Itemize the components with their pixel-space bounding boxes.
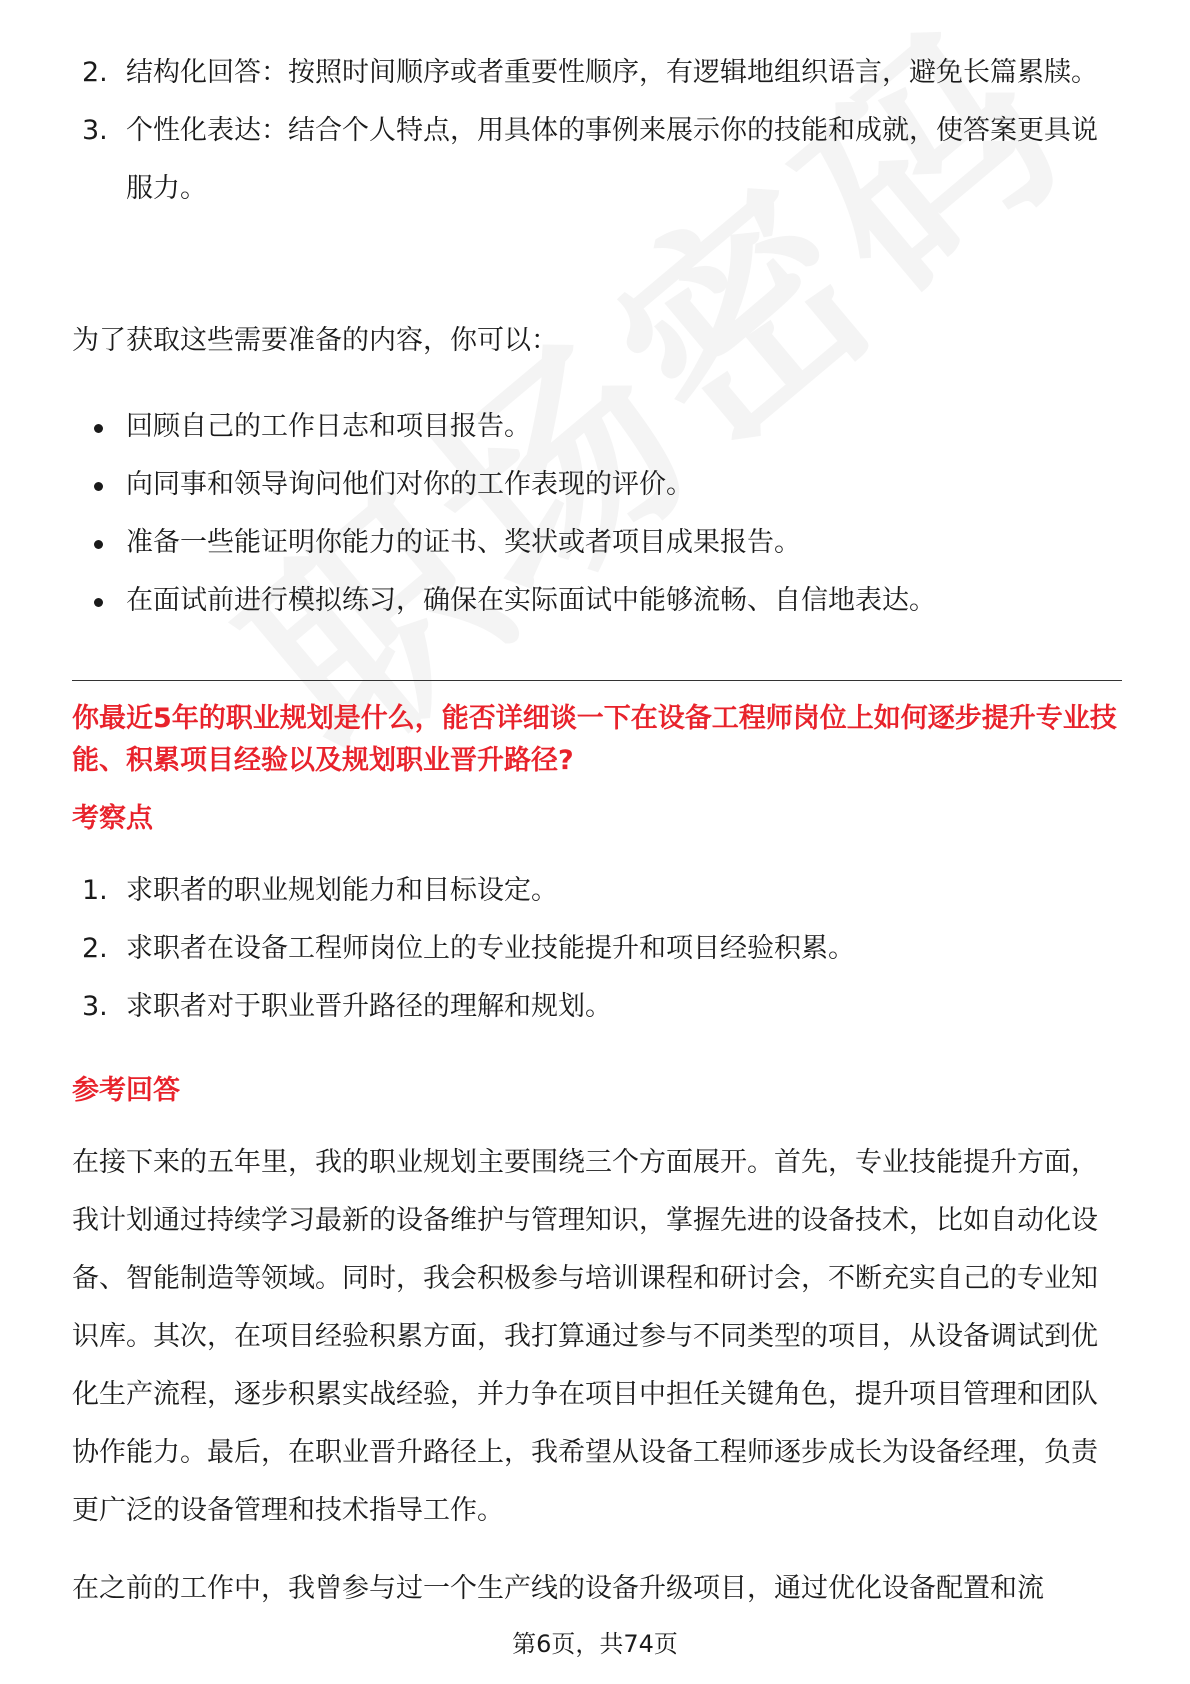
focus-list: [82, 862, 1122, 1036]
bullet-dot: [94, 540, 103, 549]
section-divider: [72, 680, 1122, 681]
answer-paragraph: 在接下来的五年里，我的职业规划主要围绕三个方面展开。首先，专业技能提升方面，我计划通过持续学习最新的设备维护与管理知识，掌握先进的设备技术，比如自动化设备、智能制造等领域。同时，我会积极参与培训课程和研讨会，不断充实自己的专业知识库。其次，在项目经验积累方面，我打算通过参与不同类型的项目，从设备调试到优化生产流程，逐步积累实战经验，并力争在项目中担任关键角色，提升项目管理和团队协作能力。最后，在职业晋升路径上，我希望从设备工程师逐步成长为设备经理，负责更广泛的设备管理和技术指导工作。: [72, 1147, 1098, 1526]
list-item: [82, 44, 1122, 102]
bullet-item: [92, 456, 1122, 514]
list-number: 3.: [82, 115, 108, 146]
list-text: 求职者在设备工程师岗位上的专业技能提升和项目经验积累。: [126, 933, 855, 964]
list-number: 2.: [82, 57, 108, 88]
list-item: [82, 102, 1122, 218]
intro-text: 为了获取这些需要准备的内容，你可以：: [72, 325, 558, 356]
list-number: 1.: [82, 875, 108, 906]
list-item: [82, 978, 1122, 1036]
list-text: 结构化回答：按照时间顺序或者重要性顺序，有逻辑地组织语言，避免长篇累牍。: [126, 57, 1098, 88]
bullet-dot: [94, 482, 103, 491]
bullet-item: [92, 514, 1122, 572]
list-text: 求职者的职业规划能力和目标设定。: [126, 875, 558, 906]
bullet-text: 准备一些能证明你能力的证书、奖状或者项目成果报告。: [126, 527, 801, 558]
bullet-item: [92, 572, 1122, 630]
list-item: [82, 920, 1122, 978]
focus-title: 考察点: [72, 803, 153, 834]
bullet-list: [92, 398, 1122, 630]
bullet-text: 回顾自己的工作日志和项目报告。: [126, 411, 531, 442]
bullet-text: 向同事和领导询问他们对你的工作表现的评价。: [126, 469, 693, 500]
list-number: 2.: [82, 933, 108, 964]
page-number: 第6页，共74页: [512, 1630, 678, 1658]
list-number: 3.: [82, 991, 108, 1022]
question-heading: 你最近5年的职业规划是什么，能否详细谈一下在设备工程师岗位上如何逐步提升专业技能、积累项目经验以及规划职业晋升路径?: [72, 703, 1117, 776]
bullet-item: [92, 398, 1122, 456]
top-numbered-list: [82, 44, 1122, 218]
answer-title: 参考回答: [72, 1075, 180, 1106]
list-item: [82, 862, 1122, 920]
answer-paragraph: 在之前的工作中，我曾参与过一个生产线的设备升级项目，通过优化设备配置和流: [72, 1573, 1044, 1604]
bullet-dot: [94, 598, 103, 607]
bullet-dot: [94, 424, 103, 433]
bullet-text: 在面试前进行模拟练习，确保在实际面试中能够流畅、自信地表达。: [126, 585, 936, 616]
list-text: 求职者对于职业晋升路径的理解和规划。: [126, 991, 612, 1022]
list-text: 个性化表达：结合个人特点，用具体的事例来展示你的技能和成就，使答案更具说服力。: [126, 115, 1098, 204]
